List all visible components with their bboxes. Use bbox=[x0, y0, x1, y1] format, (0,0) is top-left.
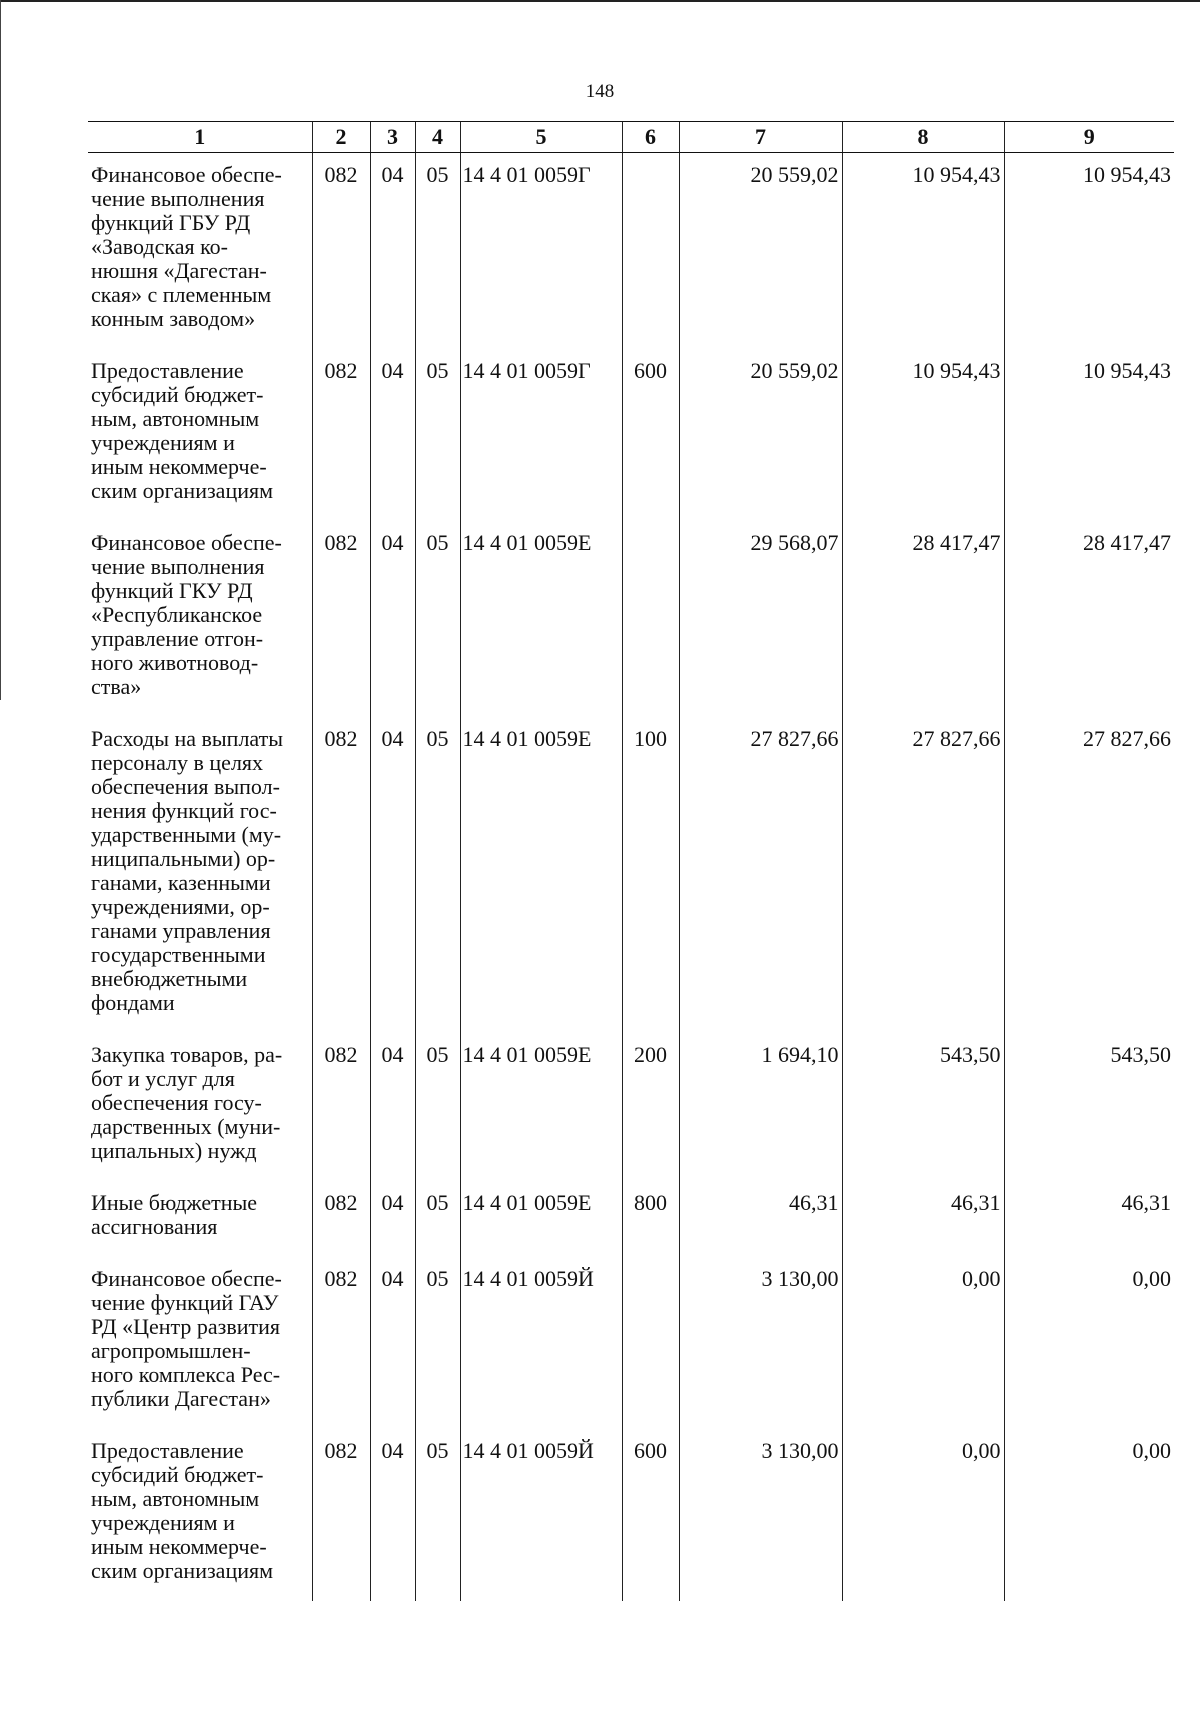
section-code-cell: 04 bbox=[370, 521, 415, 717]
target-article-cell: 14 4 01 0059Е bbox=[460, 1033, 622, 1181]
expense-type-cell: 100 bbox=[622, 717, 679, 1033]
column-header: 8 bbox=[842, 122, 1004, 153]
amount-col9-cell: 10 954,43 bbox=[1004, 349, 1174, 521]
amount-col9-cell: 46,31 bbox=[1004, 1181, 1174, 1257]
table-row bbox=[88, 1257, 1174, 1429]
amount-col8-cell: 543,50 bbox=[842, 1033, 1004, 1181]
amount-col8-cell: 0,00 bbox=[842, 1429, 1004, 1601]
target-article-cell: 14 4 01 0059Г bbox=[460, 349, 622, 521]
item-name-cell: Предоставление субсидий бюджет- ным, автономным учреждениям и иным некоммерче- ским организациям bbox=[91, 358, 274, 503]
table-row bbox=[88, 1181, 1174, 1257]
page-number: 148 bbox=[585, 81, 615, 102]
scan-edge-line bbox=[0, 0, 1200, 2]
amount-col7-cell: 29 568,07 bbox=[679, 521, 842, 717]
amount-col9-cell: 10 954,43 bbox=[1004, 153, 1174, 350]
subsection-code-cell: 05 bbox=[415, 349, 460, 521]
item-name-cell: Финансовое обеспе- чение функций ГАУ РД «Центр развития агропромышлен- ного комплекса Рес- публики Дагестан» bbox=[91, 1266, 282, 1411]
item-name-cell: Финансовое обеспе- чение выполнения функций ГБУ РД «Заводская ко- нюшня «Дагестан- ская» с племенным конным заводом» bbox=[91, 162, 282, 331]
ministry-code-cell: 082 bbox=[312, 1033, 370, 1181]
section-code-cell: 04 bbox=[370, 153, 415, 350]
subsection-code-cell: 05 bbox=[415, 1257, 460, 1429]
table-body bbox=[88, 153, 1174, 1602]
subsection-code-cell: 05 bbox=[415, 1429, 460, 1601]
subsection-code-cell: 05 bbox=[415, 521, 460, 717]
column-header: 5 bbox=[460, 122, 622, 153]
amount-col8-cell: 10 954,43 bbox=[842, 153, 1004, 350]
column-header: 1 bbox=[88, 122, 312, 153]
ministry-code-cell: 082 bbox=[312, 1429, 370, 1601]
column-header: 9 bbox=[1004, 122, 1174, 153]
expense-type-cell: 800 bbox=[622, 1181, 679, 1257]
target-article-cell: 14 4 01 0059Г bbox=[460, 153, 622, 350]
expense-type-cell: 600 bbox=[622, 349, 679, 521]
table-row bbox=[88, 349, 1174, 521]
table-header-row bbox=[88, 122, 1174, 153]
section-code-cell: 04 bbox=[370, 717, 415, 1033]
item-name-cell: Иные бюджетные ассигнования bbox=[91, 1190, 258, 1239]
amount-col9-cell: 543,50 bbox=[1004, 1033, 1174, 1181]
ministry-code-cell: 082 bbox=[312, 521, 370, 717]
section-code-cell: 04 bbox=[370, 1257, 415, 1429]
column-header: 4 bbox=[415, 122, 460, 153]
amount-col7-cell: 3 130,00 bbox=[679, 1257, 842, 1429]
amount-col9-cell: 0,00 bbox=[1004, 1429, 1174, 1601]
ministry-code-cell: 082 bbox=[312, 1181, 370, 1257]
subsection-code-cell: 05 bbox=[415, 1033, 460, 1181]
section-code-cell: 04 bbox=[370, 1033, 415, 1181]
amount-col9-cell: 28 417,47 bbox=[1004, 521, 1174, 717]
amount-col9-cell: 27 827,66 bbox=[1004, 717, 1174, 1033]
column-header: 6 bbox=[622, 122, 679, 153]
amount-col8-cell: 46,31 bbox=[842, 1181, 1004, 1257]
amount-col7-cell: 20 559,02 bbox=[679, 153, 842, 350]
table-row bbox=[88, 717, 1174, 1033]
ministry-code-cell: 082 bbox=[312, 1257, 370, 1429]
target-article-cell: 14 4 01 0059Е bbox=[460, 1181, 622, 1257]
scan-edge-line bbox=[0, 0, 1, 700]
item-name-cell: Расходы на выплаты персоналу в целях обеспечения выпол- нения функций гос- ударственными (му- ниципальными) ор- ганами, казенными учреждениями, ор- ганами управления государственными внебюджетными фондами bbox=[91, 726, 284, 1015]
expense-type-cell: 200 bbox=[622, 1033, 679, 1181]
target-article-cell: 14 4 01 0059Й bbox=[460, 1429, 622, 1601]
subsection-code-cell: 05 bbox=[415, 1181, 460, 1257]
amount-col9-cell: 0,00 bbox=[1004, 1257, 1174, 1429]
amount-col7-cell: 27 827,66 bbox=[679, 717, 842, 1033]
expense-type-cell bbox=[622, 521, 679, 717]
ministry-code-cell: 082 bbox=[312, 349, 370, 521]
amount-col7-cell: 1 694,10 bbox=[679, 1033, 842, 1181]
table-row bbox=[88, 1033, 1174, 1181]
amount-col7-cell: 46,31 bbox=[679, 1181, 842, 1257]
expense-type-cell: 600 bbox=[622, 1429, 679, 1601]
expense-type-cell bbox=[622, 1257, 679, 1429]
target-article-cell: 14 4 01 0059Й bbox=[460, 1257, 622, 1429]
section-code-cell: 04 bbox=[370, 1181, 415, 1257]
table-row bbox=[88, 1429, 1174, 1601]
amount-col8-cell: 10 954,43 bbox=[842, 349, 1004, 521]
item-name-cell: Предоставление субсидий бюджет- ным, автономным учреждениям и иным некоммерче- ским организациям bbox=[91, 1438, 274, 1583]
target-article-cell: 14 4 01 0059Е bbox=[460, 717, 622, 1033]
item-name-cell: Закупка товаров, ра- бот и услуг для обеспечения госу- дарственных (муни- ципальных) нужд bbox=[91, 1042, 283, 1163]
amount-col7-cell: 3 130,00 bbox=[679, 1429, 842, 1601]
target-article-cell: 14 4 01 0059Е bbox=[460, 521, 622, 717]
subsection-code-cell: 05 bbox=[415, 153, 460, 350]
ministry-code-cell: 082 bbox=[312, 717, 370, 1033]
amount-col8-cell: 0,00 bbox=[842, 1257, 1004, 1429]
column-header: 7 bbox=[679, 122, 842, 153]
item-name-cell: Финансовое обеспе- чение выполнения функций ГКУ РД «Республиканское управление отгон- ного животновод- ства» bbox=[91, 530, 282, 699]
table-row bbox=[88, 521, 1174, 717]
subsection-code-cell: 05 bbox=[415, 717, 460, 1033]
column-header: 2 bbox=[312, 122, 370, 153]
expense-type-cell bbox=[622, 153, 679, 350]
amount-col8-cell: 27 827,66 bbox=[842, 717, 1004, 1033]
amount-col8-cell: 28 417,47 bbox=[842, 521, 1004, 717]
section-code-cell: 04 bbox=[370, 1429, 415, 1601]
section-code-cell: 04 bbox=[370, 349, 415, 521]
column-header: 3 bbox=[370, 122, 415, 153]
table-row bbox=[88, 153, 1174, 350]
ministry-code-cell: 082 bbox=[312, 153, 370, 350]
amount-col7-cell: 20 559,02 bbox=[679, 349, 842, 521]
budget-table bbox=[88, 121, 1174, 1601]
